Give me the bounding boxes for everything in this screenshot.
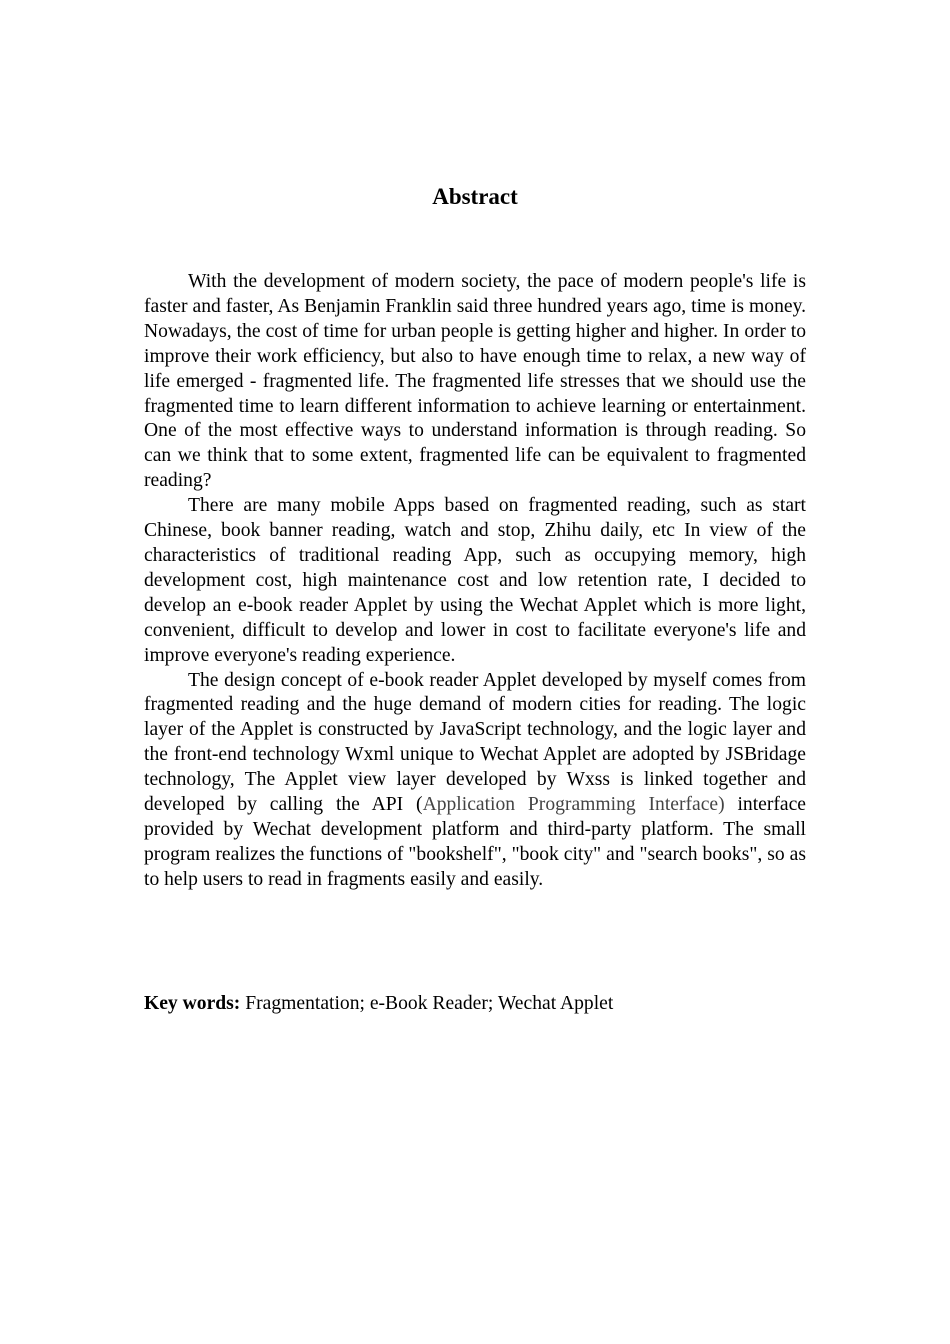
abstract-body [144,270,806,893]
keywords-label: Key words: [144,993,241,1014]
abstract-paragraph-3 [144,669,806,893]
paragraph-3-text-before: The design concept of e-book reader Applet developed by myself comes from fragmented reading and the huge demand of modern cities for reading. The logic layer of the Applet is constructed by JavaScript technology, and the logic layer and the front-end technology Wxml unique to Wechat Applet are adopted by JSBridage technology, The Applet view layer developed by Wxss is linked together and developed by calling the API ( [144,669,806,816]
abstract-paragraph-1: With the development of modern society, the pace of modern people's life is faster and faster, As Benjamin Franklin said three hundred years ago, time is money. Nowadays, the cost of time for urban people is getting higher and higher. In order to improve their work efficiency, but also to have enough time to relax, a new way of life emerged - fragmented life. The fragmented life stresses that we should use the fragmented time to learn different information to achieve learning or entertainment. One of the most effective ways to understand information is through reading. So can we think that to some extent, fragmented life can be equivalent to fragmented reading? [144,271,806,492]
paragraph-3-text-after: interface provided by Wechat development platform and third-party platform. The small program realizes the functions of "bookshelf", "book city" and "search books", so as to help users to read in fragments easily and easily. [144,794,806,890]
keywords-value: Fragmentation; e-Book Reader; Wechat Applet [240,993,614,1014]
page-title: Abstract [432,184,518,209]
abstract-paragraph-2: There are many mobile Apps based on fragmented reading, such as start Chinese, book banner reading, watch and stop, Zhihu daily, etc In view of the characteristics of traditional reading App, such as occupying memory, high development cost, high maintenance cost and low retention rate, I decided to develop an e-book reader Applet by using the Wechat Applet which is more light, convenient, difficult to develop and lower in cost to facilitate everyone's life and improve everyone's reading experience. [144,495,806,666]
api-term: Application Programming Interface) [422,794,725,816]
keywords-line [144,991,806,1016]
